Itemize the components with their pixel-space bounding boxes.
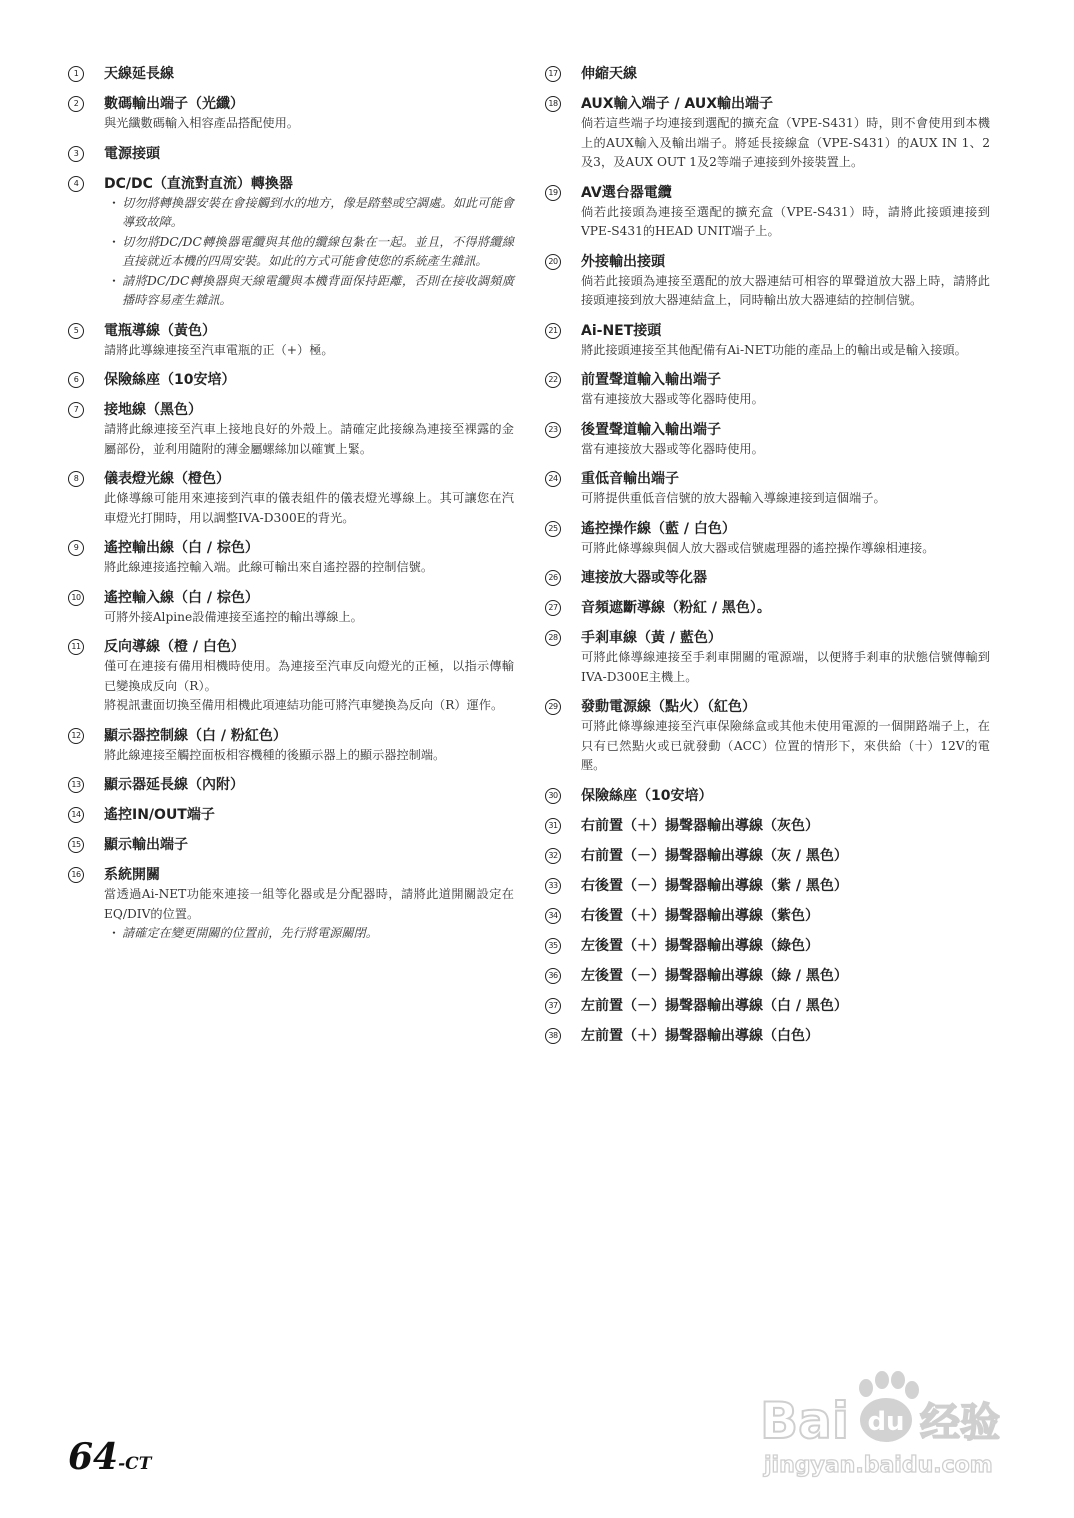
item-heading: [68, 865, 514, 885]
item-heading: [68, 726, 514, 746]
item-description: 將此線連接遙控輸入端。此線可輸出來自遙控器的控制信號。: [104, 560, 434, 574]
list-item: [545, 906, 990, 926]
item-number-badge: 4: [68, 176, 84, 192]
watermark-cn: 经验: [920, 1400, 1000, 1446]
item-number-badge: 1: [68, 66, 84, 82]
item-heading: [68, 835, 514, 855]
item-number-badge: 27: [545, 600, 561, 616]
item-number-badge: 33: [545, 878, 561, 894]
list-item: [68, 805, 514, 825]
item-title: 發動電源線（點火）（紅色）: [581, 699, 756, 715]
item-title: AUX輸入端子 / AUX輸出端子: [581, 96, 773, 112]
item-number-badge: 34: [545, 908, 561, 924]
item-number-badge: 38: [545, 1028, 561, 1044]
list-item: [68, 588, 514, 628]
item-heading: [68, 64, 514, 84]
item-title: 手剎車線（黃 / 藍色）: [581, 630, 722, 646]
item-title: 右後置（－）揚聲器輸出導線（紫 / 黑色）: [581, 877, 848, 894]
list-item: [545, 568, 990, 588]
item-heading: [68, 538, 514, 558]
item-description: 將此接頭連接至其他配備有Ai-NET功能的產品上的輸出或是輸入接頭。: [581, 342, 967, 357]
item-title: 伸縮天線: [581, 66, 637, 82]
item-number-badge: 31: [545, 818, 561, 834]
list-item: [545, 1026, 990, 1046]
item-heading: [545, 628, 990, 648]
item-number-badge: 29: [545, 699, 561, 715]
item-heading: [545, 519, 990, 539]
item-note: [104, 924, 514, 944]
item-number-badge: 24: [545, 471, 561, 487]
item-title: 音頻遮斷導線（粉紅 / 黑色）。: [581, 600, 771, 616]
item-number-badge: 2: [68, 96, 84, 112]
item-note-text: 請確定在變更開關的位置前，先行將電源關閉。: [122, 926, 378, 940]
item-number-badge: 26: [545, 570, 561, 586]
item-title: 保險絲座（10安培）: [581, 787, 713, 804]
item-heading: [545, 469, 990, 489]
list-item: [68, 321, 514, 361]
item-title: Ai-NET接頭: [581, 322, 662, 339]
list-item: [545, 469, 990, 509]
item-description: 將此線連接至觸控面板相容機種的後顯示器上的顯示器控制端。: [104, 747, 446, 762]
item-note-text: 請將DC/DC轉換器與天線電纜與本機背面保持距離，否則在接收調頻廣播時容易產生雜訊。: [122, 273, 514, 307]
list-item: [545, 786, 990, 806]
item-note-text: 切勿將轉換器安裝在會接觸到水的地方，像是踏墊或空調處。如此可能會導致故障。: [122, 195, 514, 229]
item-title: 遙控輸出線（白 / 棕色）: [104, 540, 259, 556]
item-note: [104, 194, 514, 233]
list-item: [68, 538, 514, 578]
item-number-badge: 11: [68, 639, 84, 655]
item-number-badge: 14: [68, 807, 84, 823]
right-column: [545, 64, 990, 1056]
item-heading: [545, 1026, 990, 1046]
item-heading: [68, 321, 514, 341]
item-number-badge: 36: [545, 968, 561, 984]
item-title: 保險絲座（10安培）: [104, 372, 236, 388]
page-number-suffix: -CT: [118, 1454, 152, 1474]
page-number-value: 64: [68, 1436, 119, 1478]
item-heading: [545, 370, 990, 390]
list-item: [68, 775, 514, 795]
item-number-badge: 9: [68, 540, 84, 556]
item-number-badge: 23: [545, 422, 561, 438]
list-item: [68, 400, 514, 459]
item-title: 左前置（＋）揚聲器輸出導線（白色）: [581, 1027, 819, 1044]
item-number-badge: 22: [545, 372, 561, 388]
list-item: [545, 996, 990, 1016]
item-heading: [545, 996, 990, 1016]
item-heading: [68, 400, 514, 420]
list-item: [68, 174, 514, 311]
item-number-badge: 21: [545, 323, 561, 339]
item-description: 可將此條導線連接至汽車保險絲盒或其他未使用電源的一個開路端子上，在只有已然點火或已就發動（ACC）位置的情形下，來供給（十）12V的電壓。: [581, 719, 990, 772]
list-item: [545, 966, 990, 986]
item-title: 顯示輸出端子: [104, 837, 188, 853]
item-number-badge: 37: [545, 998, 561, 1014]
item-title: 後置聲道輸入輸出端子: [581, 421, 721, 438]
item-description: 當透過Ai-NET功能來連接一組等化器或是分配器時，請將此道開關設定在EQ/DIV的位置。: [104, 887, 514, 921]
watermark-url: jingyan.baidu.com: [764, 1453, 993, 1478]
item-description: 倘若此接頭為連接至選配的擴充盒（VPE-S431）時，請將此接頭連接到VPE-S431的HEAD UNIT端子上。: [581, 204, 990, 238]
item-number-badge: 6: [68, 372, 84, 388]
item-title: 遙控輸入線（白 / 棕色）: [104, 589, 259, 606]
page-number: [68, 1436, 151, 1478]
item-title: 連接放大器或等化器: [581, 570, 707, 586]
item-title: 右後置（＋）揚聲器輸出導線（紫色）: [581, 907, 819, 924]
list-item: [68, 637, 514, 716]
item-title: 前置聲道輸入輸出端子: [581, 372, 721, 388]
list-item: [545, 64, 990, 84]
item-number-badge: 20: [545, 254, 561, 270]
item-number-badge: 28: [545, 630, 561, 646]
item-heading: [545, 966, 990, 986]
item-heading: [545, 697, 990, 717]
item-number-badge: 3: [68, 146, 84, 162]
item-description: 可將提供重低音信號的放大器輸入導線連接到這個端子。: [581, 491, 886, 505]
item-title: DC/DC（直流對直流）轉換器: [104, 175, 293, 192]
watermark-brand: Bai: [760, 1392, 849, 1450]
item-title: 儀表燈光線（橙色）: [104, 471, 230, 487]
item-number-badge: 19: [545, 185, 561, 201]
item-description: 請將此線連接至汽車上接地良好的外殼上。請確定此接線為連接至裸露的金屬部份，並利用隨附的薄金屬螺絲加以確實上緊。: [104, 422, 514, 456]
list-item: [68, 469, 514, 528]
left-column: [68, 64, 514, 954]
list-item: [68, 64, 514, 84]
bullet-icon: ・: [107, 926, 120, 940]
list-item: [545, 816, 990, 836]
item-number-badge: 30: [545, 788, 561, 804]
item-number-badge: 8: [68, 471, 84, 487]
list-item: [545, 936, 990, 956]
item-heading: [68, 775, 514, 795]
item-heading: [545, 598, 990, 618]
item-number-badge: 35: [545, 938, 561, 954]
item-title: 接地線（黑色）: [104, 402, 202, 418]
item-heading: [545, 321, 990, 341]
list-item: [545, 876, 990, 896]
item-note: [104, 272, 514, 311]
item-title: 遙控操作線（藍 / 白色）: [581, 520, 736, 537]
item-description: 僅可在連接有備用相機時使用。為連接至汽車反向燈光的正極，以指示傳輸已變換成反向（R）。: [104, 659, 514, 693]
item-title: 重低音輸出端子: [581, 471, 679, 487]
item-number-badge: 12: [68, 728, 84, 744]
list-item: [68, 726, 514, 766]
item-heading: [68, 370, 514, 390]
item-heading: [68, 637, 514, 657]
list-item: [545, 697, 990, 776]
item-title: 右前置（＋）揚聲器輸出導線（灰色）: [581, 817, 819, 834]
item-description: 當有連接放大器或等化器時使用。: [581, 392, 764, 406]
item-title: 電源接頭: [104, 145, 160, 162]
list-item: [545, 420, 990, 460]
item-description: 倘若此接頭為連接至選配的放大器連結可相容的單聲道放大器上時，請將此接頭連接到放大器連結盒上，同時輸出放大器連結的控制信號。: [581, 273, 990, 307]
list-item: [68, 144, 514, 164]
list-item: [68, 865, 514, 944]
paw-icon: [859, 1371, 919, 1442]
list-item: [545, 94, 990, 173]
item-note: [104, 233, 514, 272]
item-description: 與光纖數碼輸入相容產品搭配使用。: [104, 116, 299, 130]
bullet-icon: ・: [107, 234, 120, 249]
item-heading: [545, 420, 990, 440]
item-title: 顯示器控制線（白 / 粉紅色）: [104, 727, 287, 744]
item-description: 可將外接Alpine設備連接至遙控的輸出導線上。: [104, 609, 363, 624]
item-number-badge: 10: [68, 590, 84, 606]
bullet-icon: ・: [107, 195, 120, 210]
item-title: 電瓶導線（黃色）: [104, 322, 216, 339]
item-title: 右前置（－）揚聲器輸出導線（灰 / 黑色）: [581, 847, 848, 864]
item-number-badge: 32: [545, 848, 561, 864]
item-number-badge: 16: [68, 867, 84, 883]
list-item: [545, 628, 990, 687]
list-item: [68, 835, 514, 855]
item-number-badge: 5: [68, 323, 84, 339]
item-title: 遙控IN/OUT端子: [104, 807, 215, 823]
list-item: [545, 321, 990, 361]
list-item: [545, 370, 990, 410]
item-description: 可將此條導線與個人放大器或信號處理器的遙控操作導線相連接。: [581, 540, 935, 555]
item-title: 系統開關: [104, 867, 160, 883]
item-heading: [68, 144, 514, 164]
item-heading: [545, 816, 990, 836]
item-heading: [545, 906, 990, 926]
item-heading: [68, 174, 514, 194]
item-description: 當有連接放大器或等化器時使用。: [581, 441, 764, 456]
bullet-icon: ・: [107, 273, 120, 288]
list-item: [68, 370, 514, 390]
item-heading: [545, 846, 990, 866]
item-number-badge: 18: [545, 96, 561, 112]
item-description: 可將此條導線連接至手剎車開關的電源端，以便將手剎車的狀態信號傳輸到IVA-D300E主機上。: [581, 650, 990, 684]
list-item: [545, 846, 990, 866]
item-heading: [545, 94, 990, 114]
item-heading: [68, 588, 514, 608]
item-heading: [545, 876, 990, 896]
item-description: 倘若這些端子均連接到選配的擴充盒（VPE-S431）時，則不會使用到本機上的AUX輸入及輸出端子。將延長接線盒（VPE-S431）的AUX IN 1、2及3，及AUX OUT 1及2等端子連接到外接裝置上。: [581, 116, 990, 169]
item-title: 顯示器延長線（內附）: [104, 777, 244, 793]
item-title: 左前置（－）揚聲器輸出導線（白 / 黑色）: [581, 997, 848, 1014]
item-description: 此條導線可能用來連接到汽車的儀表組件的儀表燈光導線上。其可讓您在汽車燈光打開時，用以調整IVA-D300E的背光。: [104, 491, 514, 525]
item-title: 數碼輸出端子（光纖）: [104, 96, 244, 112]
item-title: 反向導線（橙 / 白色）: [104, 639, 245, 655]
item-heading: [68, 94, 514, 114]
item-title: 左後置（－）揚聲器輸出導線（綠 / 黑色）: [581, 967, 848, 984]
item-heading: [545, 936, 990, 956]
list-item: [545, 598, 990, 618]
item-title: 外接輸出接頭: [581, 253, 665, 270]
watermark-paw-text: du: [867, 1407, 905, 1437]
item-heading: [68, 469, 514, 489]
list-item: [68, 94, 514, 134]
item-title: 左後置（＋）揚聲器輸出導線（綠色）: [581, 937, 819, 954]
item-heading: [68, 805, 514, 825]
list-item: [545, 252, 990, 311]
item-heading: [545, 183, 990, 203]
item-heading: [545, 568, 990, 588]
item-heading: [545, 252, 990, 272]
item-heading: [545, 64, 990, 84]
item-description: 將視訊畫面切換至備用相機此項連結功能可將汽車變換為反向（R）運作。: [104, 698, 504, 712]
item-title: AV選台器電纜: [581, 184, 672, 201]
item-title: 天線延長線: [104, 66, 174, 82]
item-description: 請將此導線連接至汽車電瓶的正（+）極。: [104, 342, 334, 357]
item-heading: [545, 786, 990, 806]
list-item: [545, 519, 990, 559]
baidu-watermark-logo: [760, 1360, 1010, 1490]
item-number-badge: 7: [68, 402, 84, 418]
item-number-badge: 17: [545, 66, 561, 82]
item-number-badge: 25: [545, 521, 561, 537]
item-number-badge: 15: [68, 837, 84, 853]
list-item: [545, 183, 990, 242]
item-number-badge: 13: [68, 777, 84, 793]
item-note-text: 切勿將DC/DC轉換器電纜與其他的纜線包紮在一起。並且，不得將纜線直接就近本機的四周安裝。如此的方式可能會使您的系統產生雜訊。: [122, 234, 514, 268]
